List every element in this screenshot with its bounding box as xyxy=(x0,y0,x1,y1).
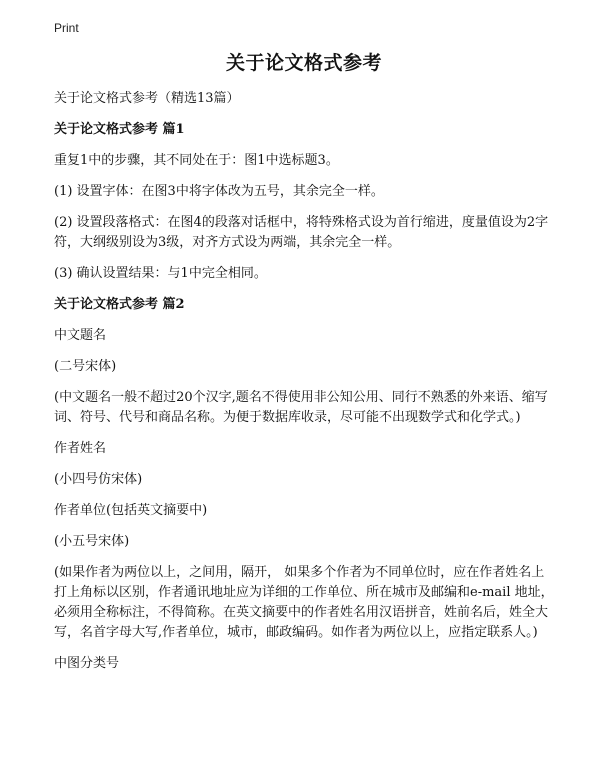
paragraph: 重复1中的步骤，其不同处在于：图1中选标题3。 xyxy=(54,153,339,168)
paragraph: (3) 确认设置结果：与1中完全相同。 xyxy=(54,266,267,281)
paragraph: 作者姓名 xyxy=(54,441,107,456)
paragraph: (中文题名一般不超过20个汉字,题名不得使用非公知公用、同行不熟悉的外来语、缩写词、符号、代号和商品名称。为便于数据库收录，尽可能不出现数学式和化学式。) xyxy=(54,390,548,425)
paragraph: 作者单位(包括英文摘要中) xyxy=(54,503,208,518)
paragraph: (小四号仿宋体) xyxy=(54,472,143,487)
paragraph: (二号宋体) xyxy=(54,359,117,374)
section-heading: 关于论文格式参考 篇1 xyxy=(54,122,185,137)
document-subtitle: 关于论文格式参考（精选13篇） xyxy=(54,91,240,106)
page-title: 关于论文格式参考 xyxy=(225,52,382,74)
paragraph: (如果作者为两位以上，之间用，隔开， 如果多个作者为不同单位时，应在作者姓名上打上角标以区别，作者通讯地址应为详细的工作单位、所在城市及邮编和e-mail 地址，必须用全称标注，不得简称。在英文摘要中的作者姓名用汉语拼音，姓前名后，姓全大写，名首字母大写,作者单位，城市，邮政编码。如作者为两位以上，应指定联系人。) xyxy=(54,565,554,640)
print-label[interactable]: Print xyxy=(54,21,79,35)
section-heading: 关于论文格式参考 篇2 xyxy=(54,297,185,312)
paragraph: 中图分类号 xyxy=(54,656,120,671)
paragraph: 中文题名 xyxy=(54,328,107,343)
document-body xyxy=(54,50,554,685)
paragraph: (1) 设置字体：在图3中将字体改为五号，其余完全一样。 xyxy=(54,184,384,199)
paragraph: (小五号宋体) xyxy=(54,534,130,549)
paragraph: (2) 设置段落格式：在图4的段落对话框中，将特殊格式设为首行缩进，度量值设为2字符，大纲级别设为3级，对齐方式设为两端，其余完全一样。 xyxy=(54,215,549,250)
